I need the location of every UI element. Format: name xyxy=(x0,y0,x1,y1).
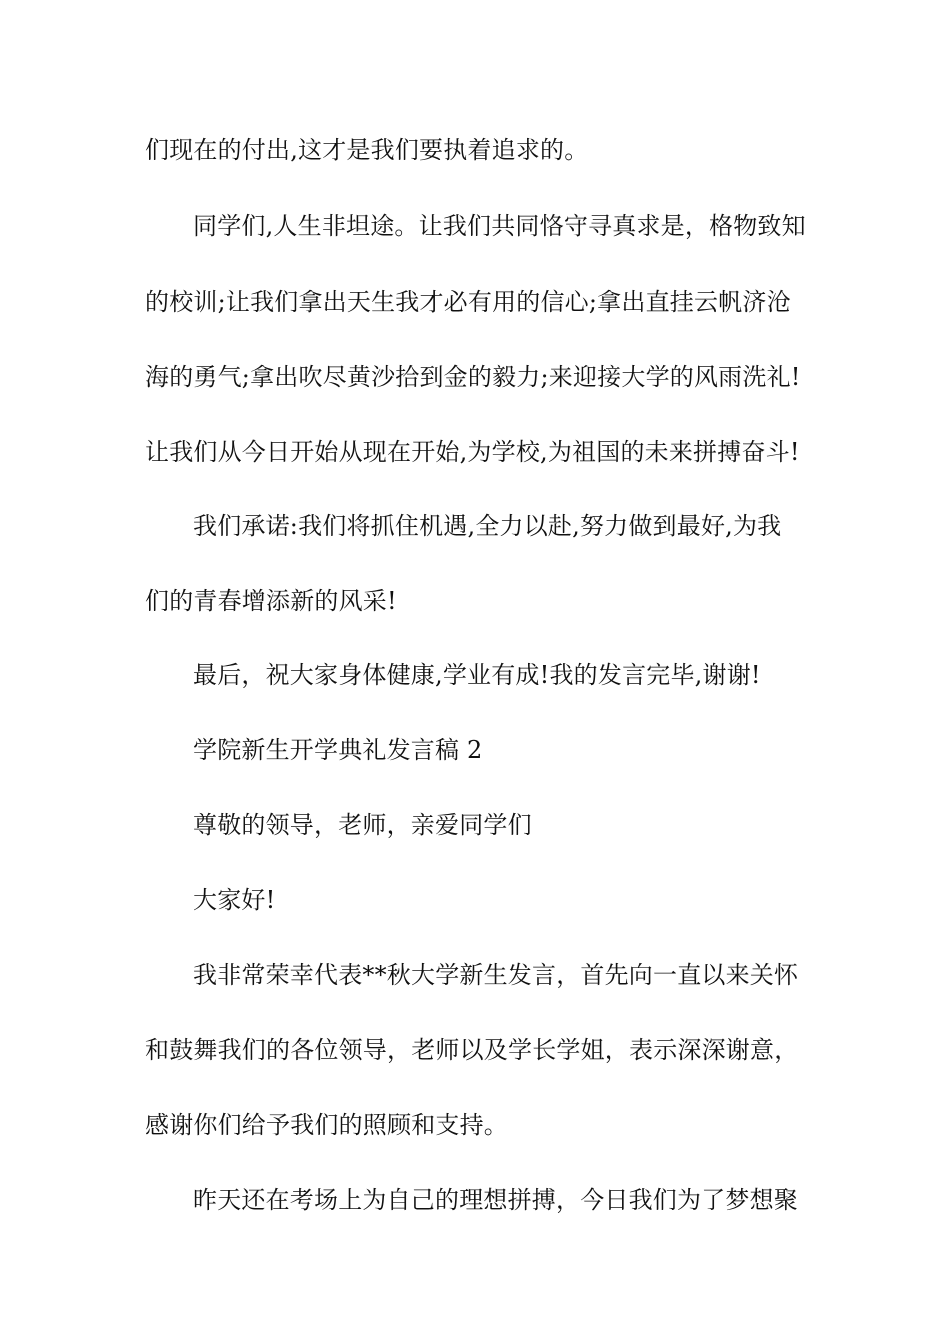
paragraph-start-line: 昨天还在考场上为自己的理想拼搏，今日我们为了梦想聚 xyxy=(193,1186,798,1214)
paragraph-start-line: 最后，祝大家身体健康,学业有成!我的发言完毕,谢谢! xyxy=(193,661,761,689)
greeting-line: 大家好! xyxy=(193,886,276,914)
text-line: 的校训;让我们拿出天生我才必有用的信心;拿出直挂云帆济沧 xyxy=(145,288,791,316)
text-line: 们现在的付出,这才是我们要执着追求的。 xyxy=(145,136,589,164)
text-line: 让我们从今日开始从现在开始,为学校,为祖国的未来拼搏奋斗! xyxy=(145,438,800,466)
text-line: 海的勇气;拿出吹尽黄沙拾到金的毅力;来迎接大学的风雨洗礼! xyxy=(145,363,801,391)
section-title: 学院新生开学典礼发言稿 2 xyxy=(193,736,483,764)
paragraph-start-line: 同学们,人生非坦途。让我们共同恪守寻真求是，格物致知 xyxy=(193,212,806,240)
paragraph-start-line: 我们承诺:我们将抓住机遇,全力以赴,努力做到最好,为我 xyxy=(193,512,782,540)
text-line: 们的青春增添新的风采! xyxy=(145,587,397,615)
salutation-line: 尊敬的领导，老师，亲爱同学们 xyxy=(193,811,532,839)
text-line: 和鼓舞我们的各位领导，老师以及学长学姐，表示深深谢意， xyxy=(145,1036,799,1064)
text-line: 感谢你们给予我们的照顾和支持。 xyxy=(145,1111,508,1139)
paragraph-start-line: 我非常荣幸代表**秋大学新生发言，首先向一直以来关怀 xyxy=(193,961,799,989)
